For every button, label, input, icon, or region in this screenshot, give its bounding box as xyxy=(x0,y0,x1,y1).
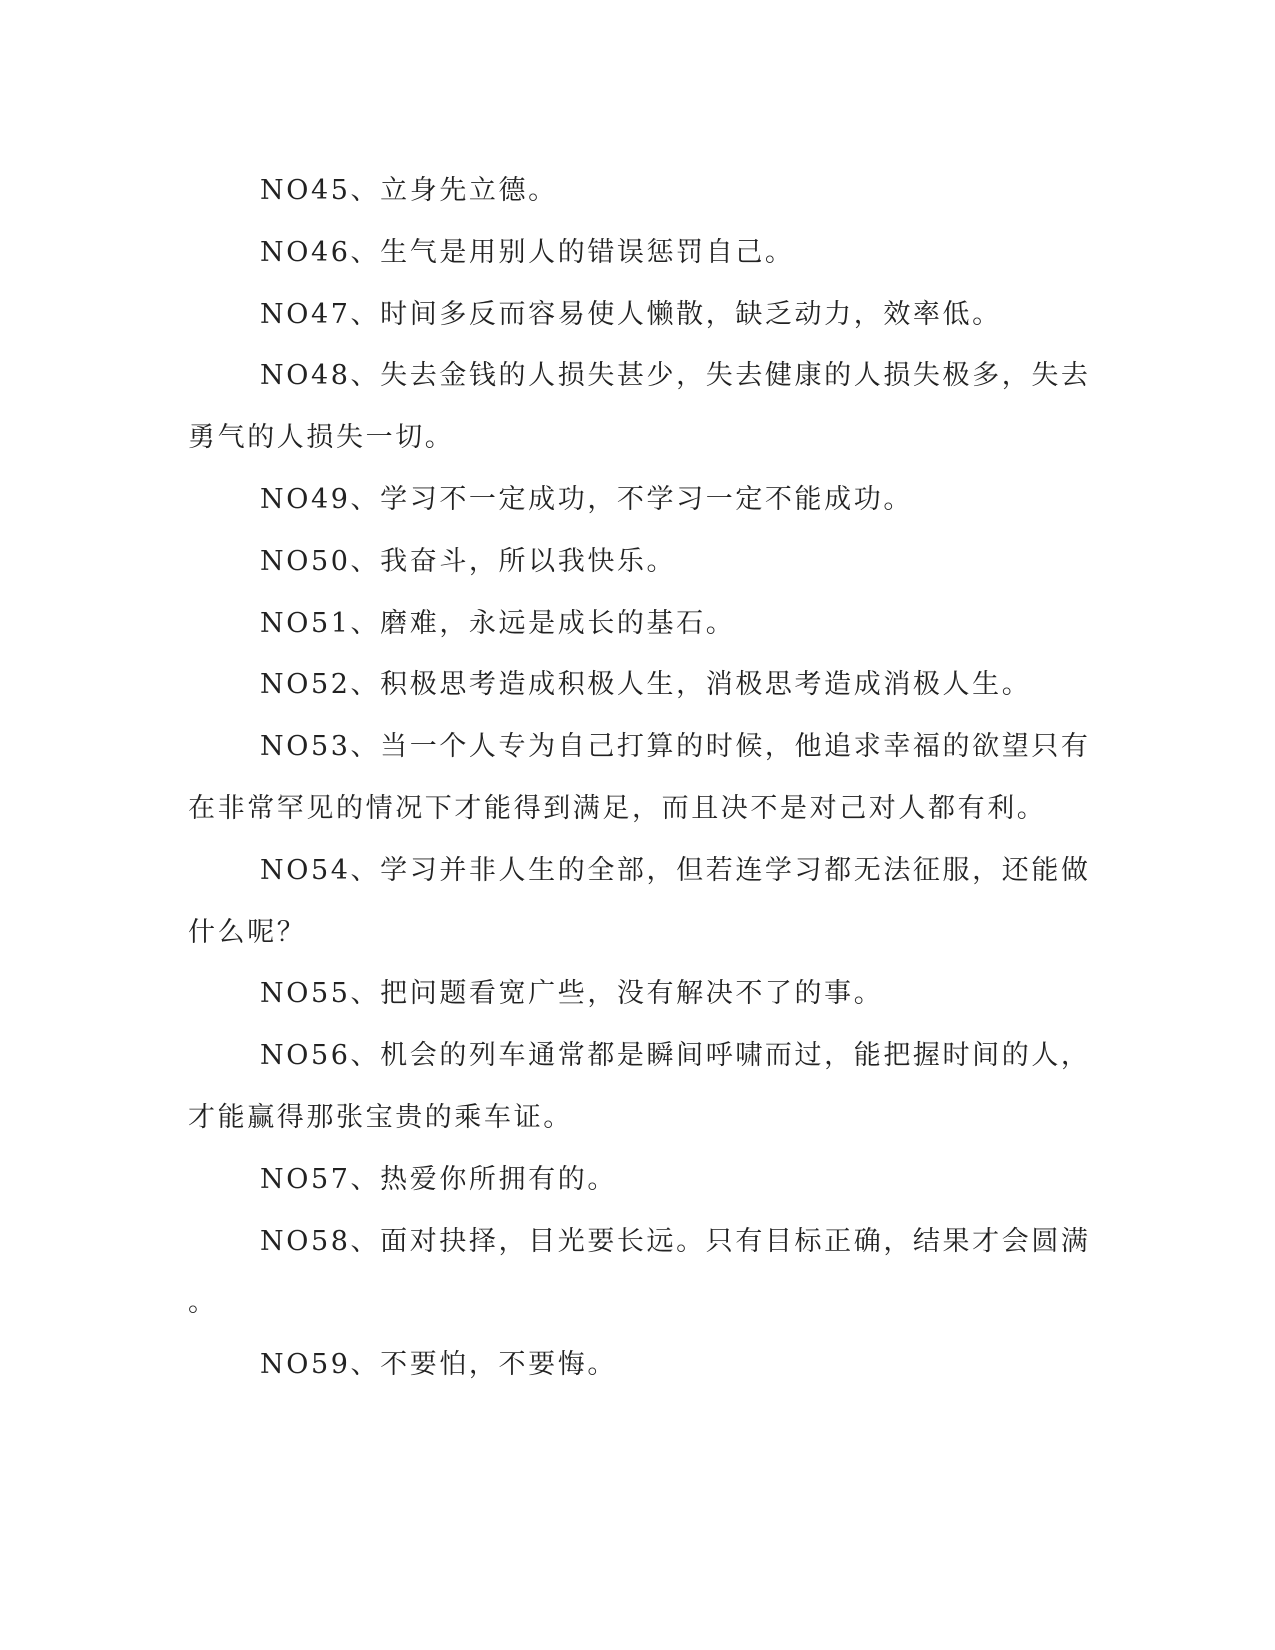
text-line-6: NO50、我奋斗，所以我快乐。 xyxy=(260,545,677,577)
text-line-18: 。 xyxy=(188,1287,218,1319)
text-line-11: NO54、学习并非人生的全部，但若连学习都无法征服，还能做 xyxy=(260,854,1091,886)
text-line-14: NO56、机会的列车通常都是瞬间呼啸而过，能把握时间的人， xyxy=(260,1040,1091,1072)
text-line-8: NO52、积极思考造成积极人生，消极思考造成消极人生。 xyxy=(260,669,1032,701)
text-line-2: NO47、时间多反而容易使人懒散，缺乏动力，效率低。 xyxy=(260,298,1002,330)
text-line-7: NO51、磨难，永远是成长的基石。 xyxy=(260,607,736,639)
text-line-1: NO46、生气是用别人的错误惩罚自己。 xyxy=(260,236,795,268)
text-line-17: NO58、面对抉择，目光要长远。只有目标正确，结果才会圆满 xyxy=(260,1225,1091,1257)
text-line-16: NO57、热爱你所拥有的。 xyxy=(260,1163,617,1195)
text-line-9: NO53、当一个人专为自己打算的时候，他追求幸福的欲望只有 xyxy=(260,731,1091,763)
text-line-3: NO48、失去金钱的人损失甚少，失去健康的人损失极多，失去 xyxy=(260,360,1091,392)
text-line-15: 才能赢得那张宝贵的乘车证。 xyxy=(188,1101,573,1133)
text-line-4: 勇气的人损失一切。 xyxy=(188,422,455,454)
text-line-0: NO45、立身先立德。 xyxy=(260,175,558,206)
text-line-12: 什么呢？ xyxy=(188,916,307,948)
text-line-13: NO55、把问题看宽广些，没有解决不了的事。 xyxy=(260,978,884,1010)
text-line-19: NO59、不要怕，不要悔。 xyxy=(260,1349,617,1381)
document-body xyxy=(188,160,1091,1396)
text-line-10: 在非常罕见的情况下才能得到满足，而且决不是对己对人都有利。 xyxy=(188,792,1047,824)
text-line-5: NO49、学习不一定成功，不学习一定不能成功。 xyxy=(260,483,913,515)
